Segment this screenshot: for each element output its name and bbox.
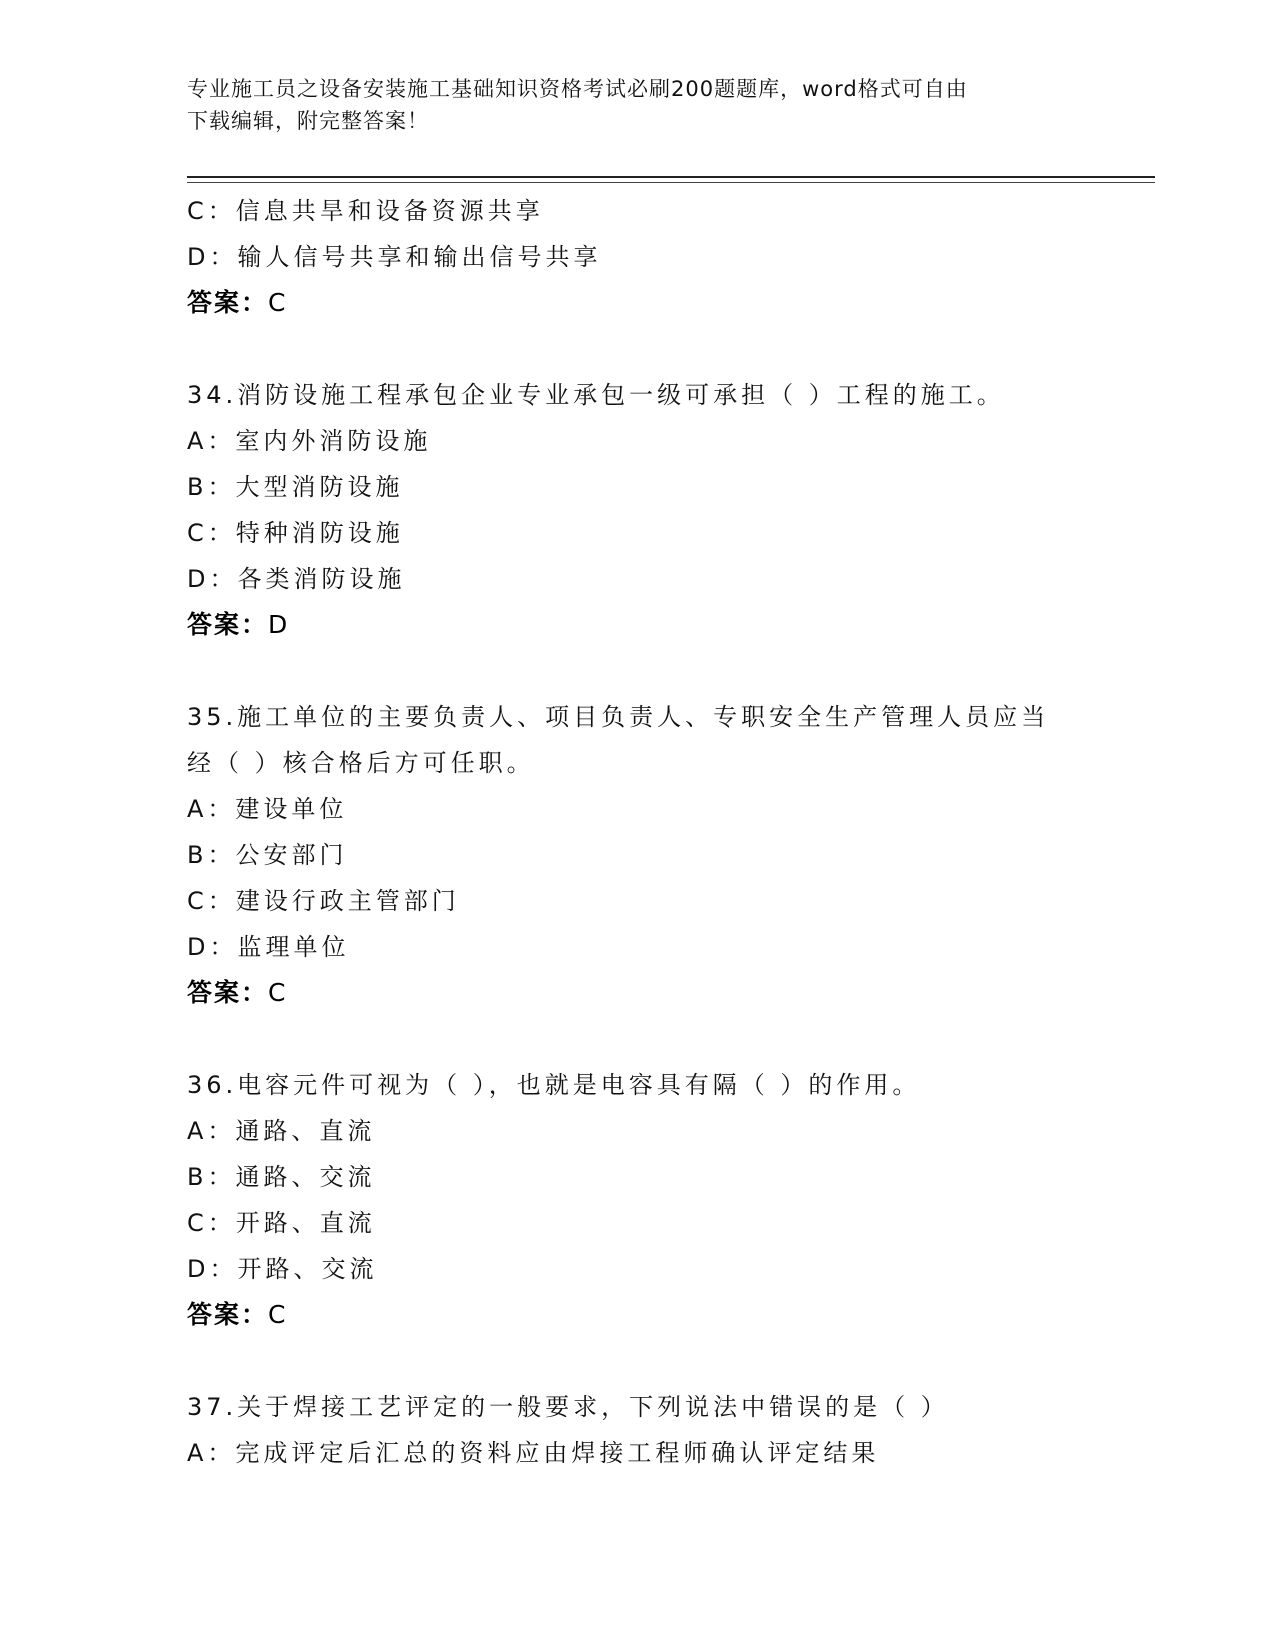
answer	[187, 280, 1087, 326]
question-list	[187, 188, 1087, 1476]
option-b: B：大型消防设施	[187, 473, 404, 501]
question-stem-line-2: 经（ ）核合格后方可任职。	[187, 749, 535, 777]
option-d: D：开路、交流	[187, 1255, 378, 1283]
option-d: D：输人信号共享和输出信号共享	[187, 243, 602, 271]
option-b: B：通路、交流	[187, 1163, 376, 1191]
answer-value: D	[268, 610, 290, 639]
question-stem: 36.电容元件可视为（ ），也就是电容具有隔（ ）的作用。	[187, 1071, 921, 1099]
question-37	[187, 1384, 1087, 1476]
question-stem: 34.消防设施工程承包企业专业承包一级可承担（ ）工程的施工。	[187, 381, 1005, 409]
question-stem: 37.关于焊接工艺评定的一般要求，下列说法中错误的是（ ）	[187, 1393, 949, 1421]
answer-label: 答案：	[187, 978, 269, 1007]
spacer	[187, 1016, 1087, 1062]
option-a: A：完成评定后汇总的资料应由焊接工程师确认评定结果	[187, 1439, 880, 1467]
answer	[187, 970, 1087, 1016]
answer	[187, 1292, 1087, 1338]
option-c: C：建设行政主管部门	[187, 887, 460, 915]
option-c: C：信息共旱和设备资源共享	[187, 197, 544, 225]
option-c: C：开路、直流	[187, 1209, 376, 1237]
option-c: C：特种消防设施	[187, 519, 404, 547]
answer	[187, 602, 1087, 648]
question-34	[187, 372, 1087, 648]
spacer	[187, 1338, 1087, 1384]
question-33-continued	[187, 188, 1087, 326]
header-divider-thick	[187, 176, 1155, 178]
answer-label: 答案：	[187, 1300, 269, 1329]
question-36	[187, 1062, 1087, 1338]
answer-value: C	[268, 978, 288, 1007]
option-a: A：建设单位	[187, 795, 348, 823]
header-line-2: 下载编辑，附完整答案！	[187, 109, 429, 133]
option-a: A：通路、直流	[187, 1117, 376, 1145]
question-35	[187, 694, 1087, 1016]
spacer	[187, 648, 1087, 694]
option-d: D：各类消防设施	[187, 565, 406, 593]
answer-label: 答案：	[187, 288, 269, 317]
question-stem-line-1: 35.施工单位的主要负责人、项目负责人、专职安全生产管理人员应当	[187, 703, 1050, 731]
header-line-1: 专业施工员之设备安装施工基础知识资格考试必刷200题题库，word格式可自由	[187, 77, 968, 101]
answer-value: C	[268, 1300, 288, 1329]
option-b: B：公安部门	[187, 841, 348, 869]
option-a: A：室内外消防设施	[187, 427, 432, 455]
option-d: D：监理单位	[187, 933, 350, 961]
document-header	[187, 73, 1087, 137]
answer-value: C	[268, 288, 288, 317]
header-divider-thin	[187, 182, 1155, 183]
answer-label: 答案：	[187, 610, 269, 639]
spacer	[187, 326, 1087, 372]
